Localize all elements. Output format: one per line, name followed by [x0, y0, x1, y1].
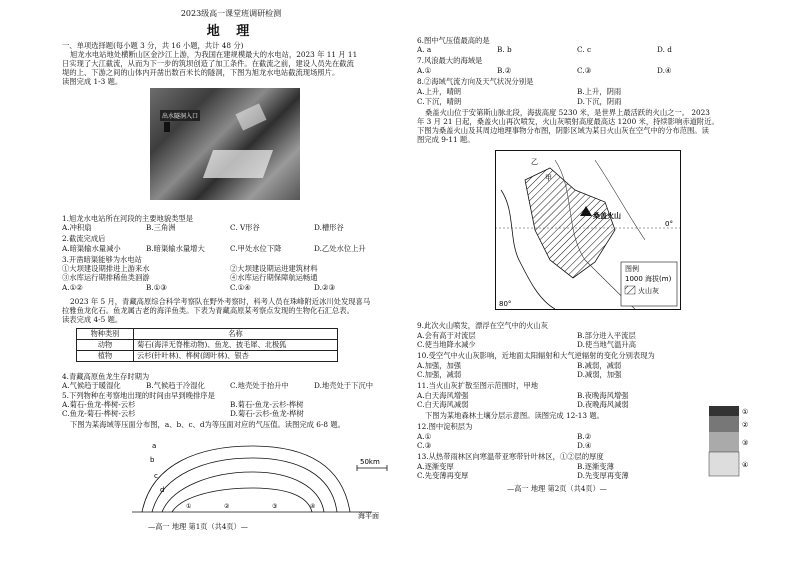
lon-label: 80° — [499, 300, 512, 308]
q3-item: ①大坝建设期排进上游来水 — [62, 264, 150, 273]
q8-option-d: D.下沉，阴雨 — [577, 97, 622, 106]
q2-option-a: A.暗渠输水量减小 — [62, 244, 121, 253]
q1-option-b: B.三角洲 — [146, 223, 176, 232]
legend-ash-swatch — [625, 286, 635, 294]
q5-option-b: B.菊石-鱼龙-云杉-桦树 — [230, 400, 304, 409]
section-heading: 一、单项选择题(每小题 3 分，共 16 小题，共计 48 分) — [62, 41, 244, 50]
marker-2: ② — [224, 503, 230, 510]
soil-layer-3 — [709, 432, 739, 452]
table-header: 物种类别 — [77, 329, 134, 340]
label-c: c — [154, 472, 158, 480]
volcano-label: 桑盖火山 — [593, 212, 621, 220]
q8-option-a: A.上升，晴朗 — [417, 87, 462, 96]
q10-option-d: D.减弱，加强 — [577, 370, 622, 379]
question-3: 3.开凿暗渠能够为水电站 — [62, 255, 142, 264]
q7-option-c: C.③ — [577, 66, 592, 75]
left-footer: —高一 地理 第1页（共4页）— — [148, 522, 248, 531]
q13-option-c: C.先变薄再变厚 — [417, 471, 469, 480]
table-row — [77, 351, 338, 362]
q2-option-b: B.暗渠输水量增大 — [146, 244, 205, 253]
q12-option-d: D.④ — [577, 441, 592, 450]
q4-option-b: B.气候趋于冷湿化 — [146, 381, 205, 390]
q6-option-b: B. b — [497, 45, 512, 54]
intro3: 下图为某海域等压面分布图，a、b、c、d为等压面对应的气压值。读图完成 6-8 题。 — [70, 420, 345, 429]
q10-option-a: A.加强，加强 — [417, 361, 462, 370]
soil-profile — [707, 402, 755, 480]
q1-option-c: C. V形谷 — [230, 223, 260, 232]
table-header: 名称 — [134, 329, 338, 340]
isobar-d — [172, 488, 312, 512]
soil-label: ② — [742, 421, 749, 429]
right-footer: —高一 地理 第2页（共4页）— — [507, 484, 607, 493]
tunnel-entrance — [164, 122, 170, 132]
lat-label: 0° — [665, 220, 673, 228]
q3-item: ④水库运行期保障航运畅通 — [230, 273, 318, 282]
q13-option-a: A.逐渐变厚 — [417, 462, 454, 471]
marker-4: ④ — [310, 503, 316, 510]
marker-1: ① — [186, 503, 192, 510]
table-cell: 菊石(海洋无脊椎动物)、鱼龙、披毛犀、北极狐 — [134, 340, 338, 351]
q12-option-a: A.① — [417, 432, 432, 441]
intro2-line: 读表完成 4-5 题。 — [62, 315, 123, 324]
soil-layer-1 — [709, 406, 739, 416]
intro1-line: 日实现了大江截流，从而为下一步的筑坝创造了加工条件。在截流之前，建设人员先在截流 — [62, 59, 354, 68]
question-7: 7.风浪最大的海域是 — [417, 56, 483, 65]
q8-option-c: C.下沉，晴朗 — [417, 97, 462, 106]
q9-option-b: B.部分进入平流层 — [577, 331, 636, 340]
q9-option-a: A.会有高于对流层 — [417, 331, 476, 340]
intro2-line: 2023 年 5 月，青藏高原综合科学考察队在野外考察时，科考人员在珠峰附近冰川处发现喜马 — [70, 297, 371, 306]
legend-height: 1000 海拔(m) — [625, 275, 672, 283]
intro4-line: 桑盖火山位于安第斯山脉北段，海拔高度 5230 米，是世界上最活跃的火山之一。 2023 — [425, 108, 710, 117]
isobar-diagram — [132, 432, 402, 520]
table-cell: 植物 — [77, 351, 134, 362]
q3-option-d: D.②③ — [314, 283, 335, 292]
q11-option-c: C.白天海风减弱 — [417, 400, 469, 409]
table-row — [77, 340, 338, 351]
intro4-line: 图完成 9-11 题。 — [417, 135, 475, 144]
q10-option-b: B.减弱，减弱 — [577, 361, 622, 370]
q1-option-a: A.冲积扇 — [62, 223, 92, 232]
question-4: 4.青藏高原鱼龙生存时期为 — [62, 372, 150, 381]
q5-option-c: C.鱼龙-菊石-桦树-云杉 — [62, 409, 136, 418]
q3-option-b: B.①③ — [146, 283, 167, 292]
soil-label: ③ — [742, 439, 749, 447]
q7-option-d: D.④ — [657, 66, 672, 75]
legend-title: 图例 — [625, 265, 639, 273]
q3-item: ③水库运行期排稀鱼类洄游 — [62, 273, 150, 282]
soil-label: ④ — [742, 461, 749, 469]
question-13: 13.从热带雨林区向寒温带亚寒带针叶林区，①②层的厚度 — [417, 452, 604, 461]
q5-option-d: D.菊石-云杉-鱼龙-桦树 — [230, 409, 304, 418]
q11-option-a: A.白天海风增强 — [417, 391, 469, 400]
q8-option-b: B.上升，阴雨 — [577, 87, 622, 96]
intro4-line: 下图为桑盖火山及其周边地理事物分布图，阴影区域为某日火山灰在空气中的分布范围。读 — [417, 126, 709, 135]
scale-label: 50km — [360, 458, 380, 466]
soil-layer-4 — [709, 452, 739, 476]
fossil-table — [76, 328, 338, 362]
sea-label: 海平面 — [358, 512, 379, 520]
exam-title: 2023级高一课堂班调研检测 — [180, 9, 282, 18]
volcano-map — [495, 150, 681, 310]
q11-option-b: B.夜晚海风增强 — [577, 391, 629, 400]
photo-label: 出水隧洞入口 — [160, 110, 200, 121]
question-5: 5.下列物种在考察地出现的时间由早到晚排序是 — [62, 391, 215, 400]
subject-title: 地 理 — [206, 24, 256, 39]
legend-ash: 火山灰 — [638, 287, 659, 295]
question-10: 10.受空气中火山灰影响，近地面太阳辐射和大气逆辐射的变化分别表现为 — [417, 351, 655, 360]
intro5: 下图为某地森林土壤分层示意图。读图完成 12-13 题。 — [425, 411, 604, 420]
q13-option-d: D.先变厚再变薄 — [577, 471, 629, 480]
q3-option-a: A.①② — [62, 283, 83, 292]
marker-3: ③ — [272, 503, 278, 510]
q11-option-d: D.夜晚海风减弱 — [577, 400, 629, 409]
q4-option-c: C.地壳处于抬升中 — [230, 381, 289, 390]
table-cell: 云杉(针叶林)、桦树(阔叶林)、银杏 — [134, 351, 338, 362]
jia-label: 甲 — [545, 174, 552, 182]
table-cell: 动物 — [77, 340, 134, 351]
label-a: a — [152, 442, 157, 450]
q3-option-c: C.①④ — [230, 283, 251, 292]
intro1-line: 旭龙水电站地处横断山区金沙江上游，为我国在建规模最大的水电站，2023 年 11 月 11 — [70, 50, 358, 59]
q12-option-b: B.② — [577, 432, 592, 441]
q10-option-c: C.加强，减弱 — [417, 370, 462, 379]
dam-photo — [150, 88, 300, 200]
q1-option-d: D.槽形谷 — [314, 223, 344, 232]
q12-option-c: C.③ — [417, 441, 432, 450]
left-page — [62, 0, 400, 561]
isobar-a — [142, 446, 350, 512]
q5-option-a: A.菊石-鱼龙-桦树-云杉 — [62, 400, 136, 409]
soil-label: ① — [742, 408, 749, 416]
q6-option-a: A. a — [417, 45, 432, 54]
question-1: 1.旭龙水电站所在河段的主要地貌类型是 — [62, 214, 194, 223]
q3-item: ②大坝建设期运进建筑材料 — [230, 264, 318, 273]
yi-label: 乙 — [531, 158, 538, 166]
soil-layer-2 — [709, 416, 739, 432]
intro1-line: 堤的上、下游之间的山体内开凿出数百米长的隧洞，下图为旭龙水电站截流现场照片。 — [62, 68, 340, 77]
label-b: b — [150, 456, 155, 464]
question-2: 2.截流完成后 — [62, 234, 106, 243]
table-header-row — [77, 329, 338, 340]
q9-option-c: C.使当地降水减少 — [417, 340, 476, 349]
question-8: 8.②海域气流方向及天气状况分别是 — [417, 77, 534, 86]
q2-option-d: D.乙处水位上升 — [314, 244, 366, 253]
question-12: 12.图中淀积层为 — [417, 422, 473, 431]
question-11: 11.当火山灰扩散至图示范围时，甲地 — [417, 381, 539, 390]
q7-option-b: B.② — [497, 66, 512, 75]
q6-option-c: C. c — [577, 45, 592, 54]
question-6: 6.图中气压值最高的是 — [417, 36, 490, 45]
q7-option-a: A.① — [417, 66, 432, 75]
q4-option-d: D.地壳处于下沉中 — [314, 381, 373, 390]
question-9: 9.此次火山喷发，漂浮在空气中的火山灰 — [417, 321, 549, 330]
intro1-line: 读图完成 1-3 题。 — [62, 77, 123, 86]
right-page — [417, 0, 757, 561]
q9-option-d: D.使当地气温升高 — [577, 340, 636, 349]
label-d: d — [160, 486, 165, 494]
q4-option-a: A.气候趋于暖湿化 — [62, 381, 121, 390]
q2-option-c: C.甲处水位下降 — [230, 244, 282, 253]
q13-option-b: B.逐渐变薄 — [577, 462, 614, 471]
q6-option-d: D. d — [657, 45, 672, 54]
intro4-line: 年 3 月 21 日起，桑盖火山再次喷发，火山灰喷射高度最高达 1200 米，持续影响赤道附近。 — [417, 117, 719, 126]
intro2-line: 拉雅鱼龙化石。鱼龙属古老的海洋鱼类。下表为青藏高原某考察点发现的生物化石汇总表。 — [62, 306, 354, 315]
